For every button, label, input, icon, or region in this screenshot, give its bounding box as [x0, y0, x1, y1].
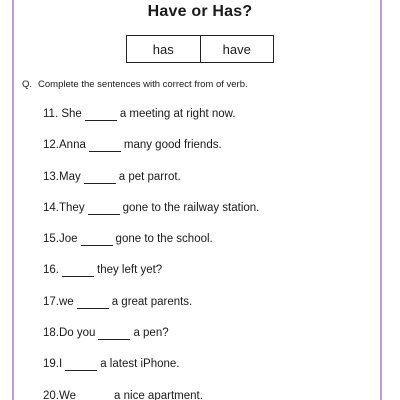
sentence-item	[43, 358, 259, 389]
item-text-before: Do you	[59, 327, 96, 340]
item-text-after: a pen?	[133, 327, 169, 340]
word-option-has: has	[152, 41, 174, 57]
sentence-item	[43, 139, 259, 170]
item-text-after: they left yet?	[97, 264, 163, 277]
sentence-item	[43, 233, 259, 264]
item-text-after: a great parents.	[111, 295, 193, 308]
item-number: 11.	[43, 108, 59, 120]
instruction-line	[22, 79, 248, 90]
item-text-before: Anna	[59, 139, 86, 152]
question-marker: Q.	[22, 79, 33, 90]
item-text-before: We	[59, 389, 77, 400]
sentence-item	[43, 296, 259, 327]
answer-blank[interactable]	[65, 358, 97, 371]
answer-blank[interactable]	[81, 233, 113, 246]
item-text-after: a pet parrot.	[118, 170, 181, 183]
item-number: 14.	[43, 201, 59, 214]
item-text-after: a nice apartment.	[114, 389, 203, 400]
sentence-item	[43, 171, 259, 202]
answer-blank[interactable]	[79, 390, 111, 400]
item-number: 12.	[43, 139, 59, 152]
answer-blank[interactable]	[89, 139, 121, 152]
sentence-item	[43, 390, 259, 400]
word-option-have: have	[200, 36, 274, 62]
item-text-after: a meeting at right now.	[119, 108, 236, 120]
answer-blank[interactable]	[77, 296, 109, 309]
answer-blank[interactable]	[62, 264, 94, 277]
item-text-before: Joe	[59, 233, 78, 246]
item-text-after: many good friends.	[123, 139, 222, 152]
item-text-after: a latest iPhone.	[100, 358, 180, 371]
item-text-after: gone to the railway station.	[122, 201, 260, 214]
sentence-item	[43, 264, 259, 295]
item-number: 18.	[43, 327, 59, 340]
item-text-before: we	[59, 295, 74, 308]
sentence-item	[43, 108, 259, 139]
item-text-before: I	[59, 358, 63, 371]
word-bank	[126, 35, 274, 63]
item-number: 20.	[43, 389, 59, 400]
sentence-item	[43, 327, 259, 358]
item-number: 13.	[43, 170, 59, 183]
item-text-after: gone to the school.	[115, 233, 213, 246]
answer-blank[interactable]	[84, 171, 116, 184]
answer-blank[interactable]	[98, 327, 130, 340]
answer-blank[interactable]	[85, 108, 117, 121]
answer-blank[interactable]	[88, 202, 120, 215]
item-number: 19.	[43, 358, 59, 371]
item-text-before: She	[61, 108, 82, 120]
item-number: 15.	[43, 233, 59, 246]
item-text-before: May	[59, 170, 81, 183]
item-number: 17.	[43, 295, 59, 308]
instruction-text: Complete the sentences with correct from of verb.	[38, 79, 248, 90]
worksheet-title: Have or Has?	[147, 3, 253, 20]
item-text-before: They	[59, 201, 85, 214]
sentence-list	[43, 108, 259, 400]
sentence-item	[43, 202, 259, 233]
item-number: 16.	[43, 264, 59, 277]
